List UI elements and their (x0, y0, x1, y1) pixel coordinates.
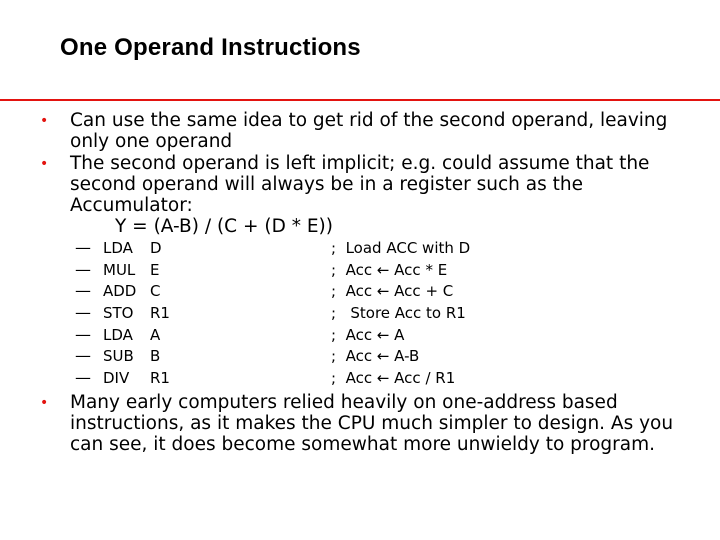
bullet-point (40, 392, 700, 455)
instruction-list (75, 239, 575, 391)
page-title: One Operand Instructions (60, 34, 361, 61)
bullet-icon: • (40, 156, 49, 172)
instruction-comment: ; Acc ← A-B (331, 347, 420, 366)
bullet-text: Many early computers relied heavily on one-address based instructions, as it makes the CPU much simpler to design. As you can see, it does become somewhat more unwieldy to program. (70, 392, 674, 455)
instruction-comment: ; Acc ← Acc / R1 (331, 369, 456, 388)
bullet-text: The second operand is left implicit; e.g. could assume that the second operand will always be in a register such as the Accumulator: (70, 153, 650, 216)
operand: R1 (150, 369, 170, 388)
bullet-icon: • (40, 395, 49, 411)
bullet-icon: • (40, 113, 49, 129)
dash-icon: — (75, 346, 91, 366)
dash-icon: — (75, 303, 91, 323)
instruction-row (75, 347, 575, 369)
dash-icon: — (75, 368, 91, 388)
title-divider (0, 99, 720, 101)
instruction-row (75, 369, 575, 391)
dash-icon: — (75, 281, 91, 301)
bullet-point (40, 110, 700, 152)
instruction-row (75, 239, 575, 261)
operand: B (150, 347, 161, 366)
operand: A (150, 325, 161, 344)
instruction-comment: ; Acc ← Acc + C (331, 282, 454, 301)
operand: D (150, 239, 162, 257)
opcode: SUB (103, 347, 134, 366)
operand: R1 (150, 304, 170, 323)
opcode: DIV (103, 369, 130, 388)
bullet-text: Can use the same idea to get rid of the second operand, leaving only one operand (70, 110, 668, 152)
instruction-comment: ; Acc ← Acc * E (331, 260, 448, 279)
instruction-row (75, 261, 575, 283)
bullet-point (40, 153, 700, 216)
opcode: ADD (103, 282, 137, 301)
operand: C (150, 282, 161, 301)
instruction-comment: ; Store Acc to R1 (331, 304, 466, 323)
operand: E (150, 260, 160, 279)
instruction-comment: ; Load ACC with D (331, 239, 471, 257)
instruction-row (75, 282, 575, 304)
dash-icon: — (75, 259, 91, 279)
opcode: LDA (103, 239, 133, 257)
instruction-row (75, 304, 575, 326)
opcode: STO (103, 304, 134, 323)
instruction-comment: ; Acc ← A (331, 325, 405, 344)
opcode: MUL (103, 260, 136, 279)
dash-icon: — (75, 238, 91, 257)
instruction-row (75, 326, 575, 348)
dash-icon: — (75, 324, 91, 344)
equation: Y = (A-B) / (C + (D * E)) (115, 216, 333, 237)
opcode: LDA (103, 325, 133, 344)
